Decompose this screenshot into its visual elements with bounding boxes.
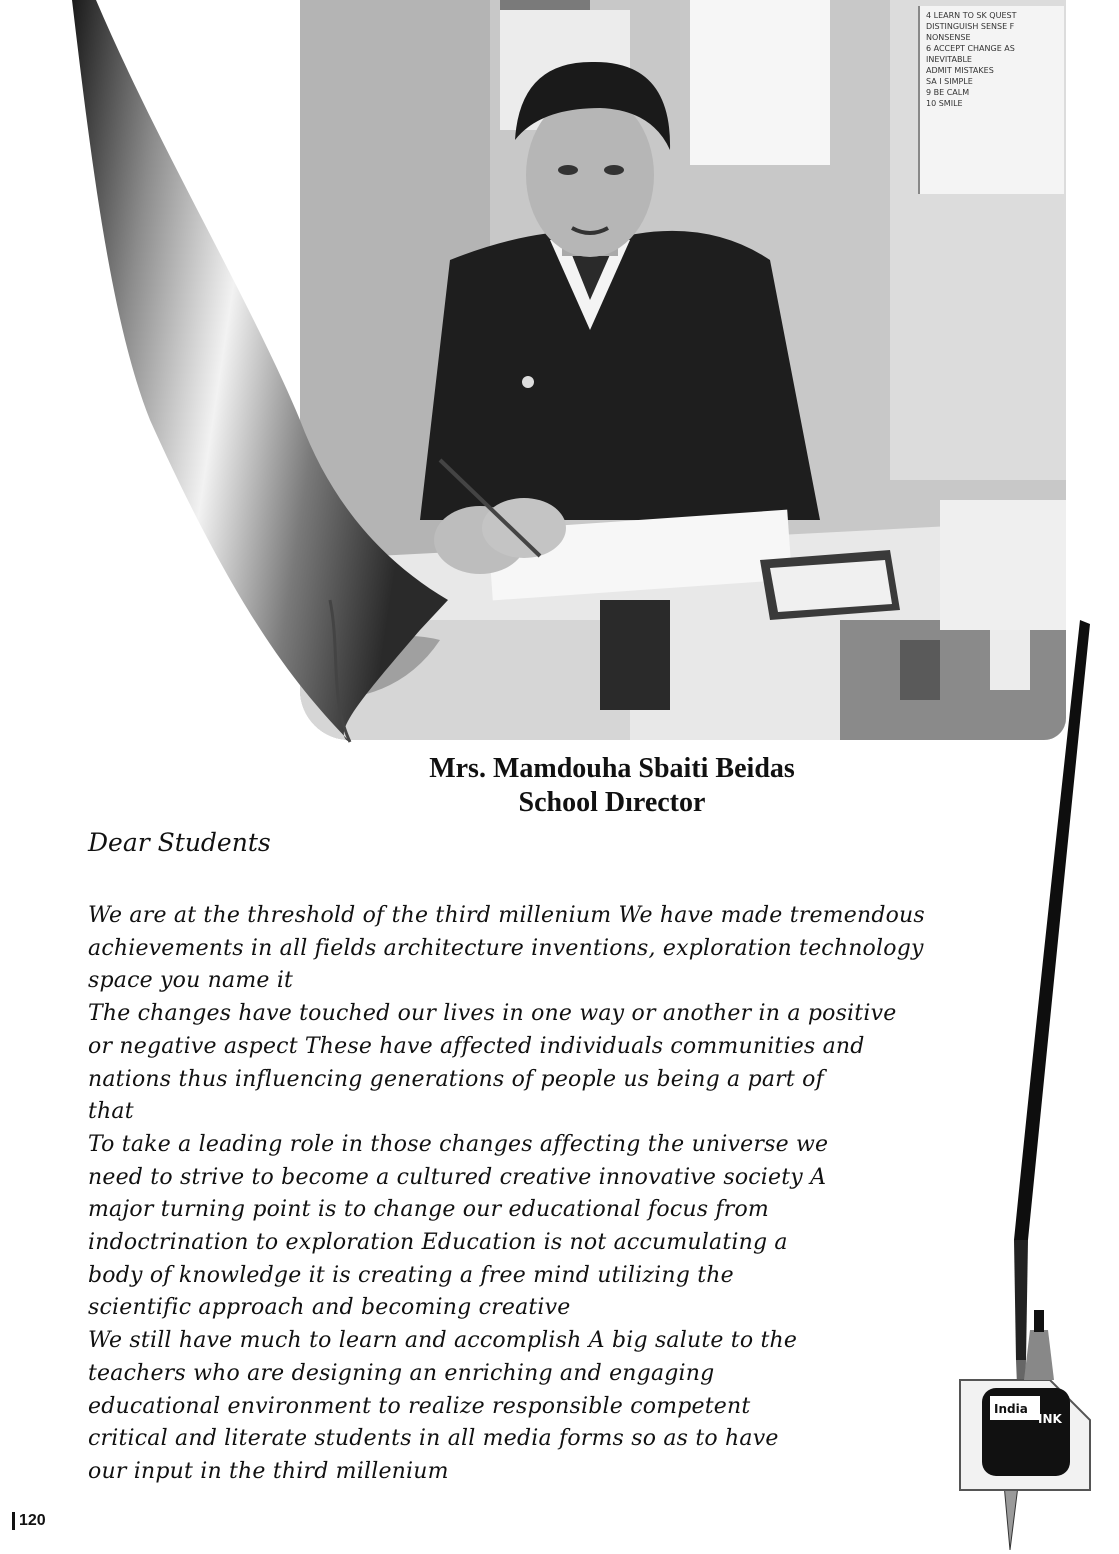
letter-line: scientific approach and becoming creative	[88, 1295, 571, 1321]
letter-line: indoctrination to exploration Education is not accumulating a	[88, 1230, 788, 1256]
notice-item: 9 BE CALM	[926, 88, 970, 97]
letter-line: educational environment to realize responsible competent	[88, 1393, 751, 1419]
notice-item: SA I SIMPLE	[926, 77, 973, 86]
director-name: Mrs. Mamdouha Sbaiti Beidas	[429, 753, 795, 784]
wall-notice	[918, 6, 1064, 194]
letter-line: We are at the threshold of the third millenium We have made tremendous	[88, 903, 925, 928]
letter-line: achievements in all fields architecture inventions, exploration technology	[88, 935, 924, 961]
notice-item: 6 ACCEPT CHANGE AS	[926, 44, 1015, 53]
letter-line: need to strive to become a cultured creative innovative society A	[88, 1164, 827, 1190]
quill-pen-and-ink-graphic	[930, 620, 1119, 1554]
director-title: School Dırector	[518, 787, 706, 818]
notice-item: ADMIT MISTAKES	[926, 66, 994, 75]
photo-caption	[390, 752, 834, 820]
letter-line: major turning point is to change our educational focus from	[88, 1197, 769, 1223]
notice-item: DISTINGUISH SENSE F	[926, 22, 1015, 31]
letter-greeting: Dear Students	[88, 828, 271, 857]
notice-item: INEVITABLE	[926, 55, 972, 64]
letter-line: our input in the third millenium	[88, 1458, 449, 1484]
letter-line: The changes have touched our lives in one way or another in a positive	[88, 1001, 897, 1027]
letter-line: or negative aspect These have affected individuals communities and	[88, 1033, 865, 1059]
ink-label-ink: INK	[1038, 1412, 1062, 1426]
letter-line: To take a leading role in those changes affecting the universe we	[88, 1131, 829, 1157]
notice-item: 4 LEARN TO SK QUEST	[926, 11, 1017, 20]
letter-line: that	[88, 1099, 134, 1125]
ink-label-india: India	[994, 1402, 1028, 1416]
letter-line: critical and literate students in all media forms so as to have	[88, 1426, 779, 1452]
letter-line: space you name it	[88, 968, 294, 994]
page-curl-graphic	[0, 0, 480, 760]
letter-line: teachers who are designing an enriching and engaging	[88, 1360, 715, 1386]
page-number: 120	[12, 1512, 46, 1530]
letter-line: We still have much to learn and accomplish A big salute to the	[88, 1328, 798, 1354]
letter-line: body of knowledge it is creating a free mind utilizing the	[88, 1262, 734, 1288]
notice-item: 10 SMILE	[926, 99, 963, 108]
letter-line: nations thus influencing generations of people us being a part of	[88, 1066, 824, 1092]
notice-item: NONSENSE	[926, 33, 971, 42]
